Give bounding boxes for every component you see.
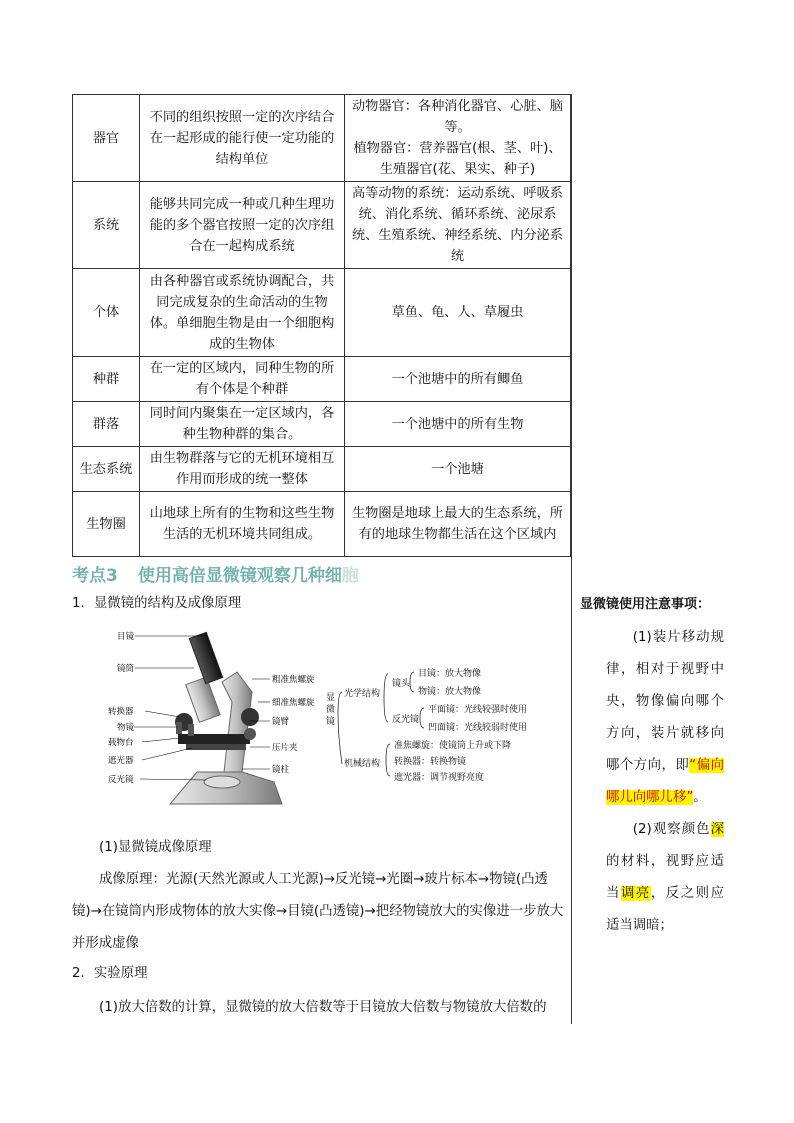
label-stage: 载物台 (108, 738, 134, 748)
table-row (73, 357, 571, 402)
level-definition: 不同的组织按照一定的次序结合在一起形成的能行使一定功能的结构单位 (140, 95, 345, 182)
heading-number: 考点3 (72, 566, 118, 586)
leader-line (142, 748, 192, 760)
level-name: 器官 (73, 95, 140, 182)
brace-lens (410, 672, 414, 692)
note-1-text: (1)装片移动规律，相对于视野中央，物像偏向哪个方向，装片就移向哪个方向，即 (606, 630, 724, 773)
microscope-illustration (102, 622, 322, 822)
label-mirror: 反光镜 (108, 775, 134, 785)
hierarchy-table (72, 94, 571, 557)
leader-line (142, 738, 180, 742)
label-objective: 物镜 (117, 723, 135, 733)
level-definition: 同时间内聚集在一定区域内，各种生物种群的集合。 (140, 402, 345, 447)
note-2-text-a: (2)观察颜色 (632, 822, 711, 837)
brace-optical (384, 674, 388, 722)
diagram-eyepiece: 目镜：放大物像 (418, 669, 482, 679)
table-row (73, 269, 571, 357)
sidebar-notes (606, 622, 724, 942)
note-2-highlight-deep: 深 (710, 822, 724, 837)
level-name: 生态系统 (73, 447, 140, 492)
heading-title-fade: 胞 (341, 566, 359, 586)
level-example: 一个池塘中的所有生物 (345, 402, 571, 447)
level-name: 个体 (73, 269, 140, 357)
diagram-focus: 准焦螺旋：使镜筒上升或下降 (394, 741, 512, 751)
label-nosepiece: 转换器 (108, 707, 134, 717)
diagram-root-1: 显 (326, 693, 336, 703)
margin-rule (571, 94, 572, 1024)
level-name: 生物圈 (73, 492, 140, 557)
table-row (73, 182, 571, 269)
microscope-body (170, 632, 282, 804)
note-1 (606, 622, 724, 814)
subsection-imaging: (1)显微镜成像原理 (99, 840, 212, 855)
diagram-diaphragm: 遮光器：调节视野亮度 (394, 773, 485, 783)
label-pillar: 镜柱 (272, 765, 290, 775)
note-2-text-b: 的材料，视野应适当 (606, 854, 724, 901)
sidebar-title: 显微镜使用注意事项： (580, 597, 711, 612)
level-definition: 能够共同完成一种或几种生理功能的多个器官按照一定的次序组合在一起构成系统 (140, 182, 345, 269)
leader-line (145, 711, 180, 717)
diagram-mirror: 反光镜 (392, 715, 420, 725)
imaging-paragraph: 成像原理：光源(天然光源或人工光源)→反光镜→光圈→玻片标本→物镜(凸透镜)→在镜筒内形成物体的放大实像→目镜(凸透镜)→把经物镜放大的实像进一步放大并形成虚像 (72, 872, 564, 951)
level-definition: 在一定的区域内，同种生物的所有个体是个种群 (140, 357, 345, 402)
label-fine-focus: 细准焦螺旋 (272, 698, 315, 708)
diagram-objective: 物镜：放大物像 (418, 687, 482, 697)
diagram-lens: 镜头 (392, 679, 411, 689)
diagram-mechanical: 机械结构 (344, 759, 381, 769)
section-2-title: 2．实验原理 (72, 966, 148, 981)
level-example: 草鱼、龟、人、草履虫 (345, 269, 571, 357)
diagram-root-2: 微 (326, 705, 336, 715)
magnification-paragraph: (1)放大倍数的计算，显微镜的放大倍数等于目镜放大倍数与物镜放大倍数的 (99, 1000, 547, 1015)
level-example: 一个池塘 (345, 447, 571, 492)
level-definition: 由生物群落与它的无机环境相互作用而形成的统一整体 (140, 447, 345, 492)
level-name: 种群 (73, 357, 140, 402)
note-2-highlight-bright: 调亮 (620, 886, 651, 901)
level-example (345, 95, 571, 182)
label-tube: 镜筒 (117, 664, 135, 674)
brace-mirror (420, 708, 424, 728)
diagram-converter: 转换器：转换物镜 (394, 757, 467, 767)
level-definition: 由各种器官或系统协调配合，共同完成复杂的生命活动的生物体。单细胞生物是由一个细胞构成的生物体 (140, 269, 345, 357)
label-coarse-focus: 粗准焦螺旋 (272, 675, 315, 685)
diagram-flat: 平面镜：光线较强时使用 (428, 705, 528, 715)
note-1-end: 。 (693, 790, 707, 805)
label-eyepiece: 目镜 (117, 632, 135, 642)
brace-mechanical (386, 744, 390, 776)
diagram-concave: 凹面镜：光线较弱时使用 (428, 723, 528, 733)
brace-root (338, 692, 342, 764)
heading-title: 使用高倍显微镜观察几种细 (137, 566, 342, 586)
table-row (73, 447, 571, 492)
note-1-highlight: “偏向哪儿向哪儿移” (606, 758, 724, 805)
label-diaphragm: 遮光器 (108, 756, 134, 766)
example-line: 动物器官：各种消化器官、心脏、脑等。 (352, 99, 563, 135)
level-name: 系统 (73, 182, 140, 269)
diagram-optical: 光学结构 (344, 689, 381, 699)
diagram-root-3: 镜 (326, 717, 336, 727)
table-row (73, 402, 571, 447)
note-2-text-c: ，反之则应适当调暗； (606, 886, 725, 933)
label-clip: 压片夹 (272, 743, 298, 753)
structure-diagram (322, 664, 562, 783)
label-arm: 镜臂 (272, 717, 290, 727)
level-example: 一个池塘中的所有鲫鱼 (345, 357, 571, 402)
example-line: 植物器官：营养器官(根、茎、叶)、生殖器官(花、果实、种子) (353, 141, 562, 177)
level-example: 生物圈是地球上最大的生态系统，所有的地球生物都生活在这个区域内 (345, 492, 571, 557)
level-definition: 山地球上所有的生物和这些生物生活的无机环境共同组成。 (140, 492, 345, 557)
level-example: 高等动物的系统：运动系统、呼吸系统、消化系统、循环系统、泌尿系统、生殖系统、神经系统、内分泌系统 (345, 182, 571, 269)
section-heading (72, 561, 359, 586)
table-row (73, 95, 571, 182)
level-name: 群落 (73, 402, 140, 447)
table-row (73, 492, 571, 557)
section-1-title: 1．显微镜的结构及成像原理 (72, 596, 242, 611)
note-2 (606, 814, 724, 942)
